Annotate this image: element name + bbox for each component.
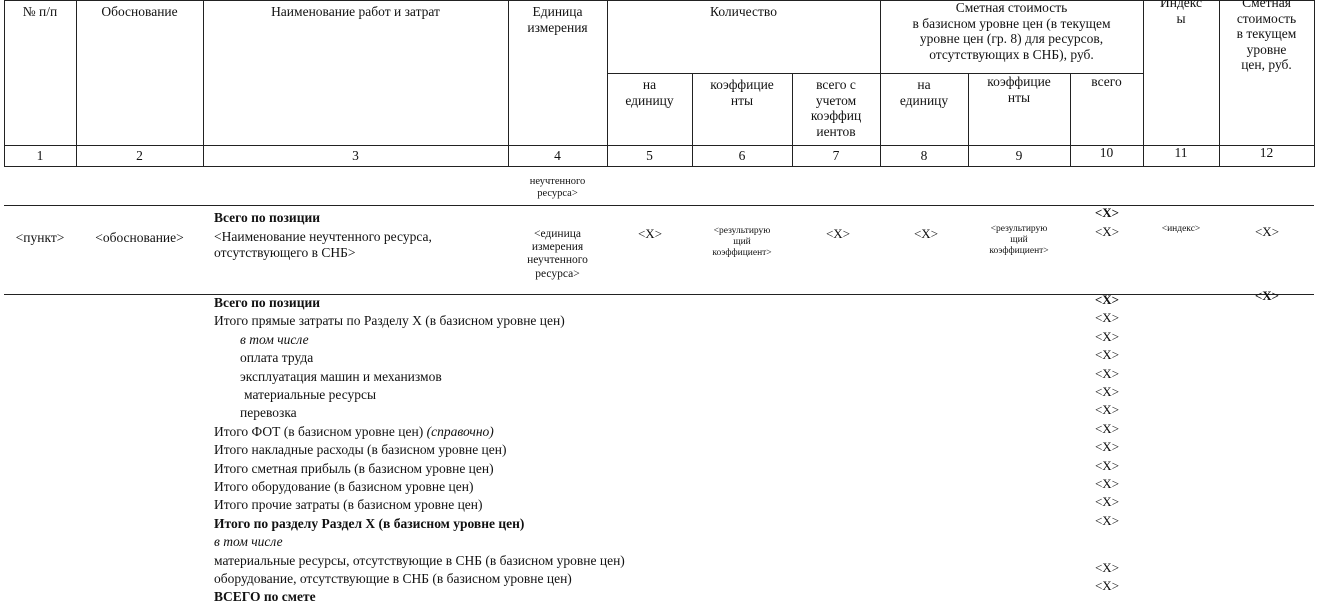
header-line: нты [1007,89,1031,105]
summary-label [240,369,442,385]
header-line: учетом [815,92,857,108]
summary-value: <X> [1094,292,1120,307]
summary-value: <X> [1094,439,1120,455]
summary-label-text: Итого сметная прибыль (в базисном уровне цен) [214,460,494,476]
summary-label-text: Итого ФОТ (в базисном уровне цен) [214,423,424,439]
summary-value: <X> [1094,476,1120,491]
header-quantity: Количество [710,4,777,19]
summary-current-total: <X> [1254,288,1280,303]
header-index [1143,0,1219,26]
summary-label-text: оплата труда [240,350,314,366]
header-current-cost-line: Сметная [1242,0,1291,10]
row-index: <индекс> [1161,224,1201,234]
summary-value: <X> [1094,512,1120,528]
summary-label [214,571,572,587]
row-c-per-unit: <X> [913,226,939,241]
summary-label [214,479,473,495]
summary-value: <X> [1094,420,1120,436]
summary-label [214,295,320,311]
header-current-cost-line: в текущем [1236,26,1297,42]
header-col-unit-line: измерения [527,19,588,35]
summary-label [214,442,507,458]
summary-label [244,387,376,403]
header-current-cost-line: стоимость [1236,10,1297,26]
summary-label-text: Итого прочие затраты (в базисном уровне цен) [214,497,483,513]
summary-value: <X> [1094,457,1120,473]
col-line [4,0,5,167]
header-current-cost-line: цен, руб. [1241,57,1292,73]
unit-tail [508,176,607,200]
summary-label [240,332,309,348]
header-line: на [917,77,931,92]
header-line: коэффиц [810,108,862,124]
row-total-position: Всего по позиции [214,210,321,225]
summary-value: <X> [1094,365,1120,381]
header-col-name: Наименование работ и затрат [271,4,440,19]
row-name [214,229,432,260]
summary-label [214,497,483,513]
row-unit-line: <единица [533,228,581,240]
row-c-coef-line: щий [1010,234,1028,245]
row-name-line: отсутствующего в СНБ> [214,244,356,260]
row-name-line: <Наименование неучтенного ресурса, [214,229,432,244]
col-number: 2 [136,148,143,163]
summary-label-suffix: (справочно) [426,423,494,439]
unit-tail-line: неучтенного [529,176,586,187]
header-cost-basis-line: уровне цен (гр. 8) для ресурсов, [919,31,1104,47]
summary-value: <X> [1094,384,1120,399]
header-col-unit-line: Единица [532,4,583,19]
col-number: 10 [1099,145,1114,160]
row-q-coef-line: <результирую [713,226,771,236]
summary-value: <X> [1094,310,1120,326]
summary-label-text: в том числе [240,331,309,347]
col-number: 5 [646,148,653,163]
header-line: на [642,77,657,92]
header-line: единицу [625,92,674,108]
summary-label-text: материальные ресурсы, отсутствующие в СНБ (в базисном уровне цен) [214,552,625,568]
summary-label-text: Итого оборудование (в базисном уровне цен) [214,479,474,494]
row-basis: <обоснование> [95,230,184,245]
summary-label-text: Итого накладные расходы (в базисном уровне цен) [214,442,507,458]
summary-label-text: перевозка [240,405,297,421]
summary-value: <X> [1094,402,1120,418]
row-unit-line: ресурса> [535,267,580,280]
summary-label-text: Итого прямые затраты по Разделу X (в базисном уровне цен) [214,313,565,329]
header-bottom-line [4,166,1314,167]
header-col-basis: Обоснование [101,4,178,19]
col-line [203,0,204,167]
row-c-coef [968,224,1070,257]
header-c-total: всего [1091,74,1122,89]
col-number: 12 [1259,145,1274,160]
header-q-total [792,77,880,139]
row-q-coef-line: щий [733,236,751,247]
header-cost-basis-line: отсутствующих в СНБ), руб. [929,46,1094,62]
header-c-coef [968,74,1070,105]
header-line: коэффицие [987,74,1051,89]
summary-label [214,553,625,569]
col-number: 8 [920,148,928,163]
header-line: единицу [899,92,949,108]
col-number: 7 [832,148,840,163]
summary-label-text: материальные ресурсы [244,387,377,402]
row-unit [508,228,607,281]
col-number: 6 [738,148,746,163]
unit-tail-line: ресурса> [537,188,578,200]
summary-label-text: в том числе [214,534,283,550]
summary-value: <X> [1094,347,1120,363]
row-current: <X> [1254,224,1280,239]
summary-label-text: ВСЕГО по смете [214,589,316,605]
header-col-number: № п/п [22,4,58,19]
summary-label [214,313,565,329]
row-unit-line: измерения [531,241,584,254]
header-cost-basis-line: в базисном уровне цен (в текущем [912,15,1111,31]
summary-label [214,461,494,477]
header-line: нты [730,92,754,108]
header-line: иентов [816,123,856,139]
summary-label [240,405,297,421]
summary-label-text: Всего по позиции [214,295,321,310]
summary-value: <X> [1094,494,1120,510]
row-unit-line: неучтенного [527,254,588,267]
header-index-line: Индекс [1159,0,1203,10]
row-c-total: <X> [1094,224,1120,239]
header-line: всего с [816,77,856,92]
header-current-cost-line: уровне [1246,41,1287,57]
col-number: 4 [554,148,561,163]
col-number: 3 [352,148,359,163]
header-cost-basis-line: Сметная стоимость [955,0,1068,15]
summary-value: <X> [1094,328,1120,344]
summary-label [214,424,494,440]
summary-label-text: Итого по разделу Раздел X (в базисном уровне цен) [214,515,525,531]
row-c-coef-line: коэффициент> [989,245,1049,256]
row-q-coef [692,226,792,259]
header-line: коэффицие [710,77,774,92]
summary-label-text: оборудование, отсутствующие в СНБ (в базисном уровне цен) [214,571,572,586]
summary-label [214,589,316,605]
row-q-coef-line: коэффициент> [712,247,772,258]
summary-value: <X> [1094,578,1120,593]
col-line [76,0,77,167]
row-point: <пункт> [15,230,65,245]
col-number: 1 [36,148,44,163]
summary-label-text: эксплуатация машин и механизмов [240,368,442,384]
header-c-per-unit [880,77,968,108]
row-c-coef-line: <результирую [990,224,1048,234]
header-index-line: ы [1176,10,1186,26]
row-q-total: <X> [825,226,851,241]
header-col-unit [508,4,607,35]
summary-label [240,350,313,366]
summary-label [214,516,524,532]
row-q-per-unit: <X> [637,226,663,241]
col-number: 11 [1174,145,1188,160]
header-current-cost [1219,0,1314,73]
row-total-position-value: <X> [1094,205,1120,220]
header-q-coef [692,77,792,108]
header-cost-basis [880,0,1143,62]
header-q-per-unit [607,77,692,108]
col-number: 9 [1015,148,1023,163]
summary-value: <X> [1094,559,1120,575]
col-line [1314,0,1315,167]
summary-label [214,534,283,550]
